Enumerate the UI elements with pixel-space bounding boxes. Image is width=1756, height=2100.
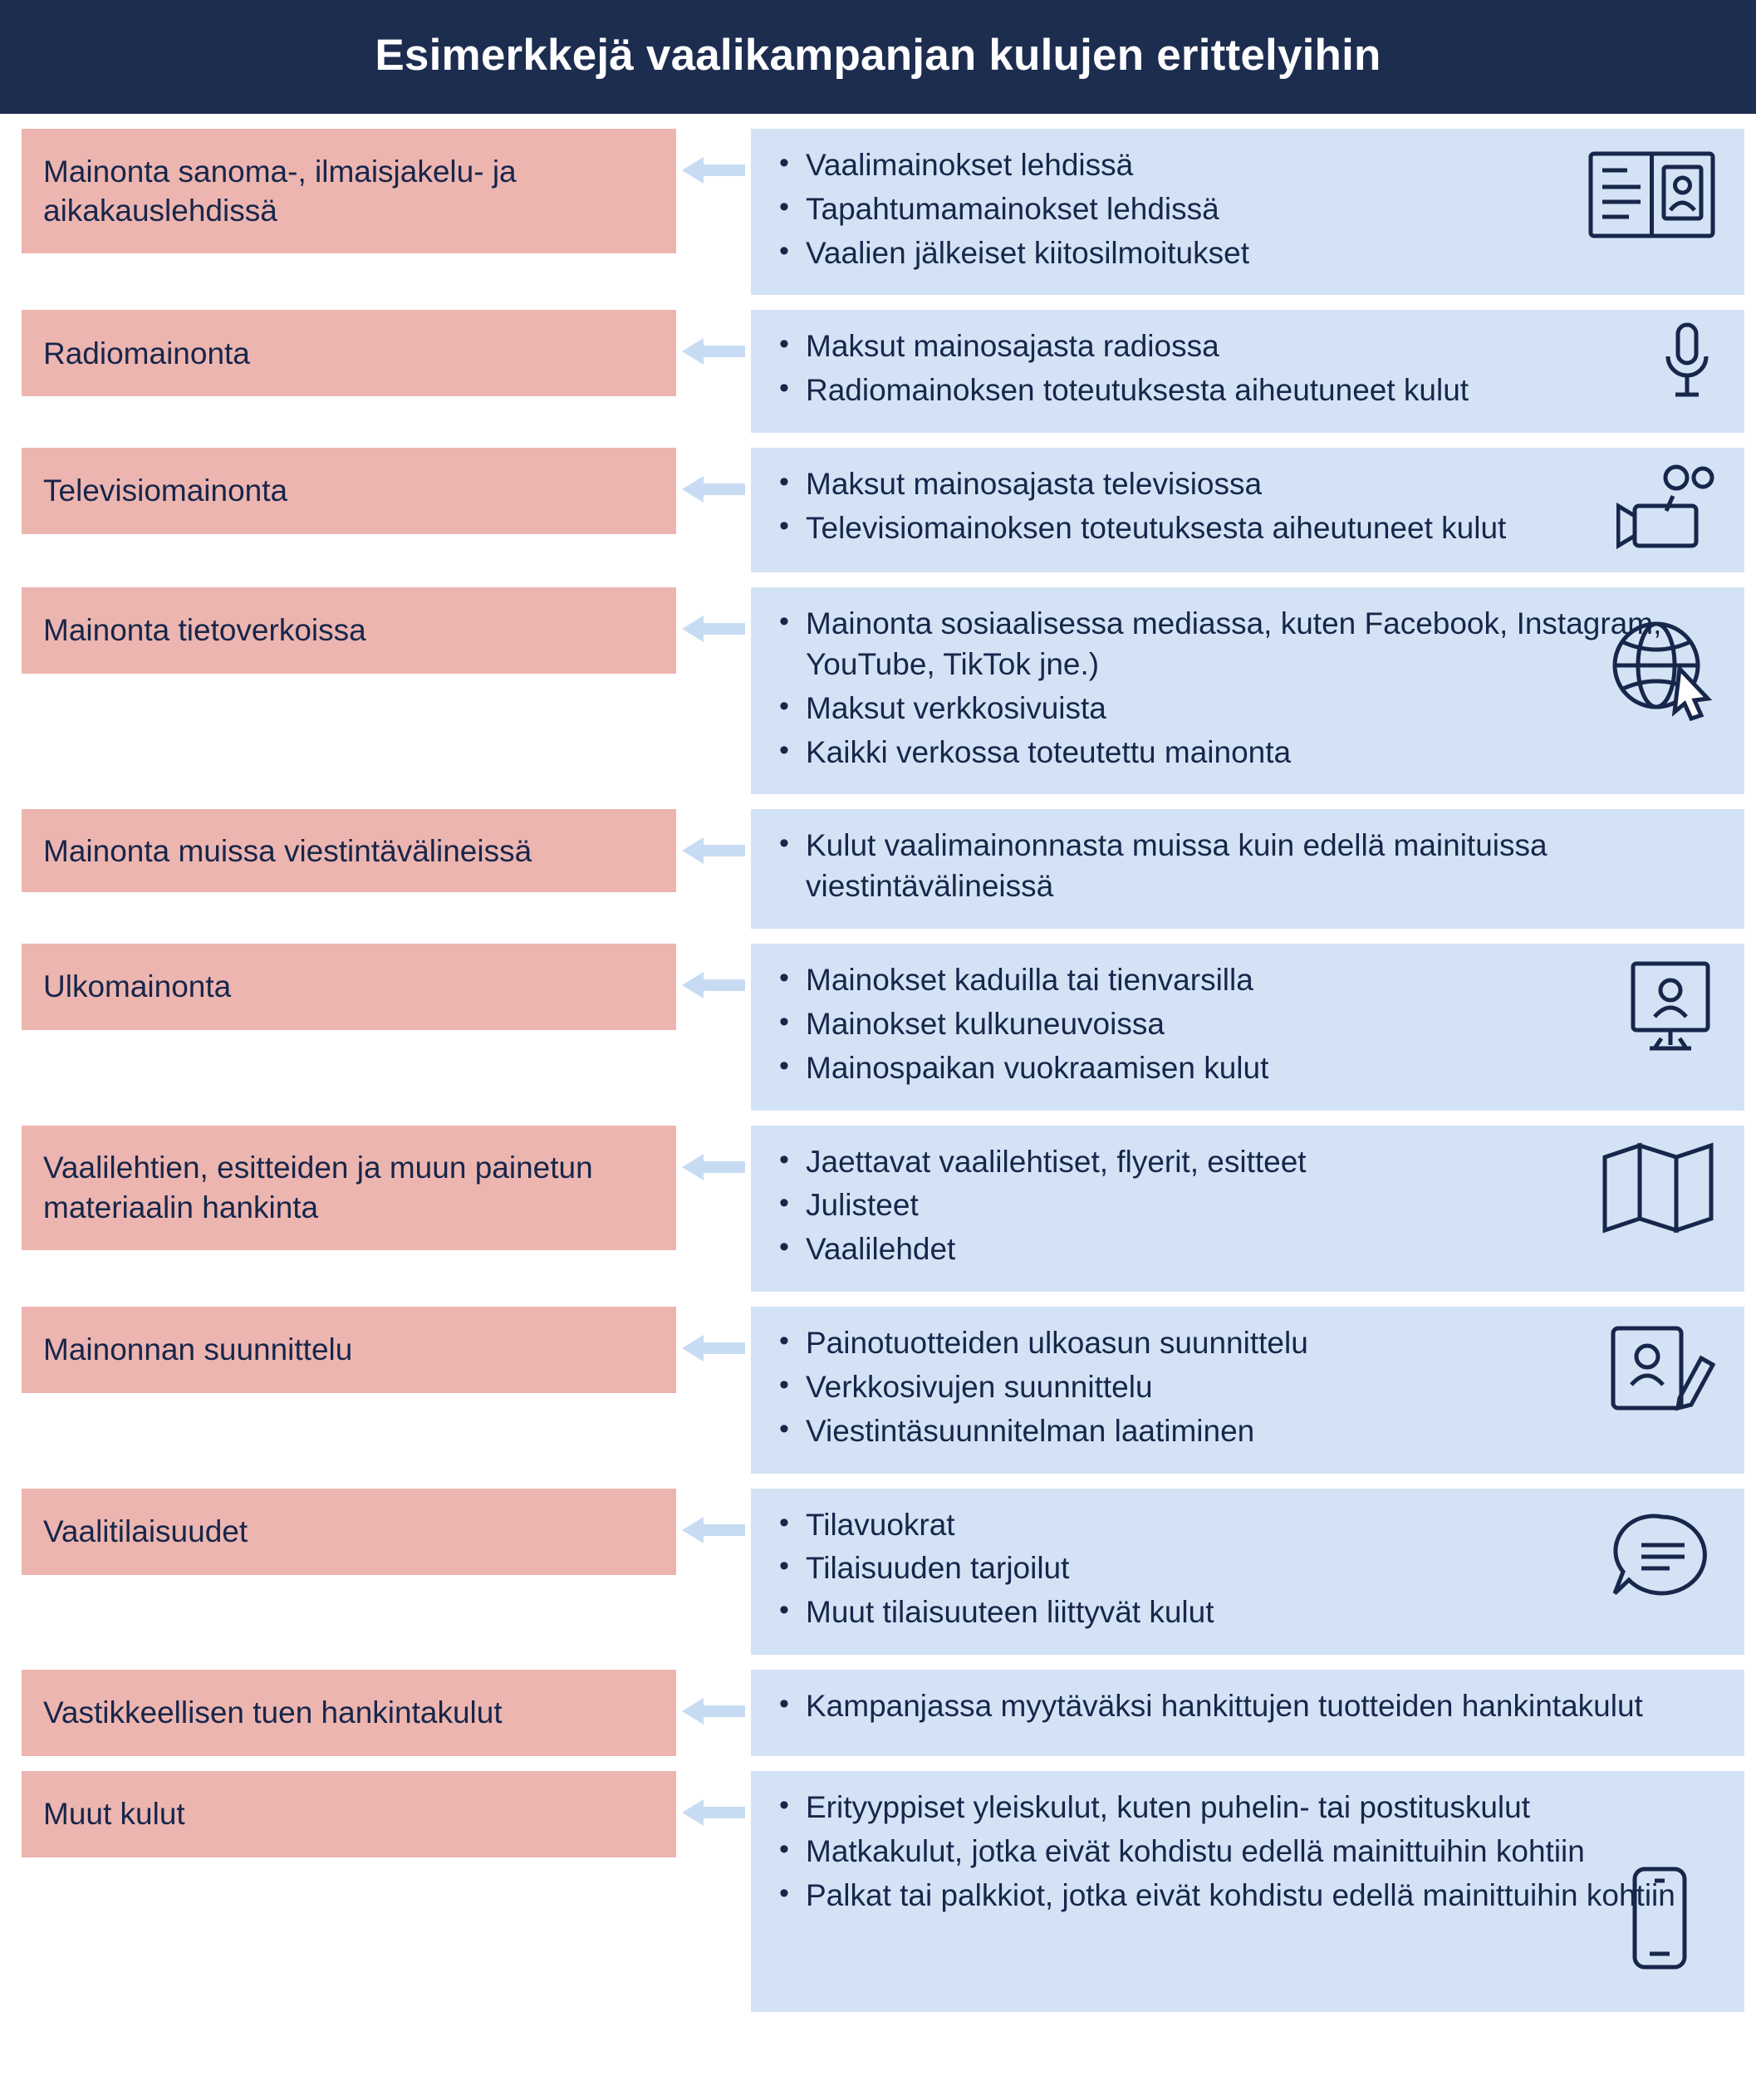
expense-row xyxy=(12,1489,1744,1655)
category-column xyxy=(12,448,676,534)
detail-column xyxy=(751,448,1744,572)
list-item: • Jaettavat vaalilehtiset, flyerit, esitteet xyxy=(802,1142,1721,1183)
list-item: • Mainospaikan vuokraamisen kulut xyxy=(802,1048,1721,1089)
video-camera-icon xyxy=(1616,459,1716,555)
detail-list xyxy=(774,326,1721,411)
expense-category-list xyxy=(0,129,1756,2012)
design-pencil-icon xyxy=(1608,1322,1716,1417)
category-label: Televisiomainonta xyxy=(22,448,676,534)
list-item: • Kaikki verkossa toteutettu mainonta xyxy=(802,733,1721,773)
arrow-column xyxy=(676,448,751,506)
expense-row xyxy=(12,448,1744,572)
category-column xyxy=(12,587,676,674)
expense-row xyxy=(12,1771,1744,2012)
list-item: • Tilavuokrat xyxy=(802,1505,1721,1546)
expense-row xyxy=(12,809,1744,929)
list-item: • Erityyppiset yleiskulut, kuten puhelin- tai postituskulut xyxy=(802,1788,1721,1828)
category-column xyxy=(12,1489,676,1575)
detail-column xyxy=(751,587,1744,794)
arrow-left-icon xyxy=(682,834,745,867)
arrow-left-icon xyxy=(682,1695,745,1728)
expense-row xyxy=(12,1307,1744,1473)
detail-column xyxy=(751,1489,1744,1655)
category-label: Mainonta tietoverkoissa xyxy=(22,587,676,674)
microphone-icon xyxy=(1658,320,1716,403)
list-item: • Mainokset kaduilla tai tienvarsilla xyxy=(802,960,1721,1001)
list-item: • Maksut mainosajasta televisiossa xyxy=(802,464,1721,505)
detail-list xyxy=(774,145,1721,273)
arrow-left-icon xyxy=(682,1151,745,1184)
list-item: • Vaalimainokset lehdissä xyxy=(802,145,1721,186)
detail-list xyxy=(774,604,1721,773)
detail-list xyxy=(774,960,1721,1088)
expense-row xyxy=(12,129,1744,295)
expense-row xyxy=(12,1670,1744,1756)
arrow-left-icon xyxy=(682,154,745,187)
detail-list xyxy=(774,826,1721,907)
detail-column xyxy=(751,1126,1744,1292)
detail-list xyxy=(774,464,1721,549)
category-column xyxy=(12,1307,676,1393)
arrow-left-icon xyxy=(682,473,745,506)
category-label: Vaalilehtien, esitteiden ja muun painetun materiaalin hankinta xyxy=(22,1126,676,1250)
category-label: Mainonta sanoma-, ilmaisjakelu- ja aikakauslehdissä xyxy=(22,129,676,253)
detail-list xyxy=(774,1142,1721,1270)
list-item: • Kampanjassa myytäväksi hankittujen tuotteiden hankintakulut xyxy=(802,1686,1721,1727)
list-item: • Vaalilehdet xyxy=(802,1229,1721,1270)
category-column xyxy=(12,129,676,253)
list-item: • Tapahtumamainokset lehdissä xyxy=(802,189,1721,230)
detail-list xyxy=(774,1788,1721,1916)
expense-row xyxy=(12,944,1744,1110)
category-label: Mainonnan suunnittelu xyxy=(22,1307,676,1393)
category-label: Mainonta muissa viestintävälineissä xyxy=(22,809,676,892)
arrow-left-icon xyxy=(682,1796,745,1829)
category-column xyxy=(12,809,676,892)
header-spacer xyxy=(0,114,1756,129)
arrow-column xyxy=(676,944,751,1002)
arrow-column xyxy=(676,1489,751,1547)
category-column xyxy=(12,1670,676,1756)
list-item: • Tilaisuuden tarjoilut xyxy=(802,1548,1721,1589)
arrow-column xyxy=(676,129,751,187)
list-item: • Matkakulut, jotka eivät kohdistu edellä mainittuihin kohtiin xyxy=(802,1832,1721,1872)
list-item: • Julisteet xyxy=(802,1185,1721,1226)
list-item: • Verkkosivujen suunnittelu xyxy=(802,1367,1721,1408)
expense-row xyxy=(12,587,1744,794)
category-column xyxy=(12,1771,676,1857)
arrow-column xyxy=(676,1307,751,1365)
detail-column xyxy=(751,1670,1744,1756)
category-label: Muut kulut xyxy=(22,1771,676,1857)
page-title: Esimerkkejä vaalikampanjan kulujen erittelyihin xyxy=(0,0,1756,114)
arrow-column xyxy=(676,1670,751,1728)
category-label: Vastikkeellisen tuen hankintakulut xyxy=(22,1670,676,1756)
arrow-left-icon xyxy=(682,1332,745,1365)
arrow-column xyxy=(676,1771,751,1829)
list-item: • Kulut vaalimainonnasta muissa kuin edellä mainituissa viestintävälineissä xyxy=(802,826,1721,907)
speech-bubble-icon xyxy=(1608,1510,1716,1602)
list-item: • Vaalien jälkeiset kiitosilmoitukset xyxy=(802,233,1721,274)
arrow-left-icon xyxy=(682,612,745,645)
detail-list xyxy=(774,1323,1721,1451)
detail-column xyxy=(751,310,1744,433)
arrow-column xyxy=(676,587,751,645)
detail-list xyxy=(774,1686,1721,1727)
detail-column xyxy=(751,1771,1744,2012)
category-label: Ulkomainonta xyxy=(22,944,676,1030)
list-item: • Mainonta sosiaalisessa mediassa, kuten Facebook, Instagram, YouTube, TikTok jne.) xyxy=(802,604,1721,685)
list-item: • Televisiomainoksen toteutuksesta aiheutuneet kulut xyxy=(802,508,1721,549)
brochure-icon xyxy=(1600,1141,1716,1236)
list-item: • Viestintäsuunnitelman laatiminen xyxy=(802,1411,1721,1452)
category-column xyxy=(12,310,676,396)
expense-row xyxy=(12,1126,1744,1292)
expense-row xyxy=(12,310,1744,433)
category-label: Radiomainonta xyxy=(22,310,676,396)
category-label: Vaalitilaisuudet xyxy=(22,1489,676,1575)
newspaper-icon xyxy=(1587,147,1716,243)
list-item: • Maksut mainosajasta radiossa xyxy=(802,326,1721,367)
detail-column xyxy=(751,944,1744,1110)
detail-column xyxy=(751,129,1744,295)
list-item: • Palkat tai palkkiot, jotka eivät kohdistu edellä mainittuihin kohtiin xyxy=(802,1876,1721,1916)
detail-column xyxy=(751,809,1744,929)
list-item: • Maksut verkkosivuista xyxy=(802,689,1721,729)
arrow-left-icon xyxy=(682,335,745,368)
arrow-column xyxy=(676,310,751,368)
list-item: • Painotuotteiden ulkoasun suunnittelu xyxy=(802,1323,1721,1364)
category-column xyxy=(12,1126,676,1250)
globe-cursor-icon xyxy=(1608,617,1716,721)
detail-column xyxy=(751,1307,1744,1473)
list-item: • Radiomainoksen toteutuksesta aiheutuneet kulut xyxy=(802,370,1721,411)
smartphone-icon xyxy=(1626,1864,1693,1972)
list-item: • Mainokset kulkuneuvoissa xyxy=(802,1004,1721,1045)
list-item: • Muut tilaisuuteen liittyvät kulut xyxy=(802,1592,1721,1633)
category-column xyxy=(12,944,676,1030)
arrow-left-icon xyxy=(682,969,745,1002)
arrow-column xyxy=(676,809,751,867)
detail-list xyxy=(774,1505,1721,1633)
arrow-left-icon xyxy=(682,1514,745,1547)
arrow-column xyxy=(676,1126,751,1184)
billboard-icon xyxy=(1625,959,1716,1058)
